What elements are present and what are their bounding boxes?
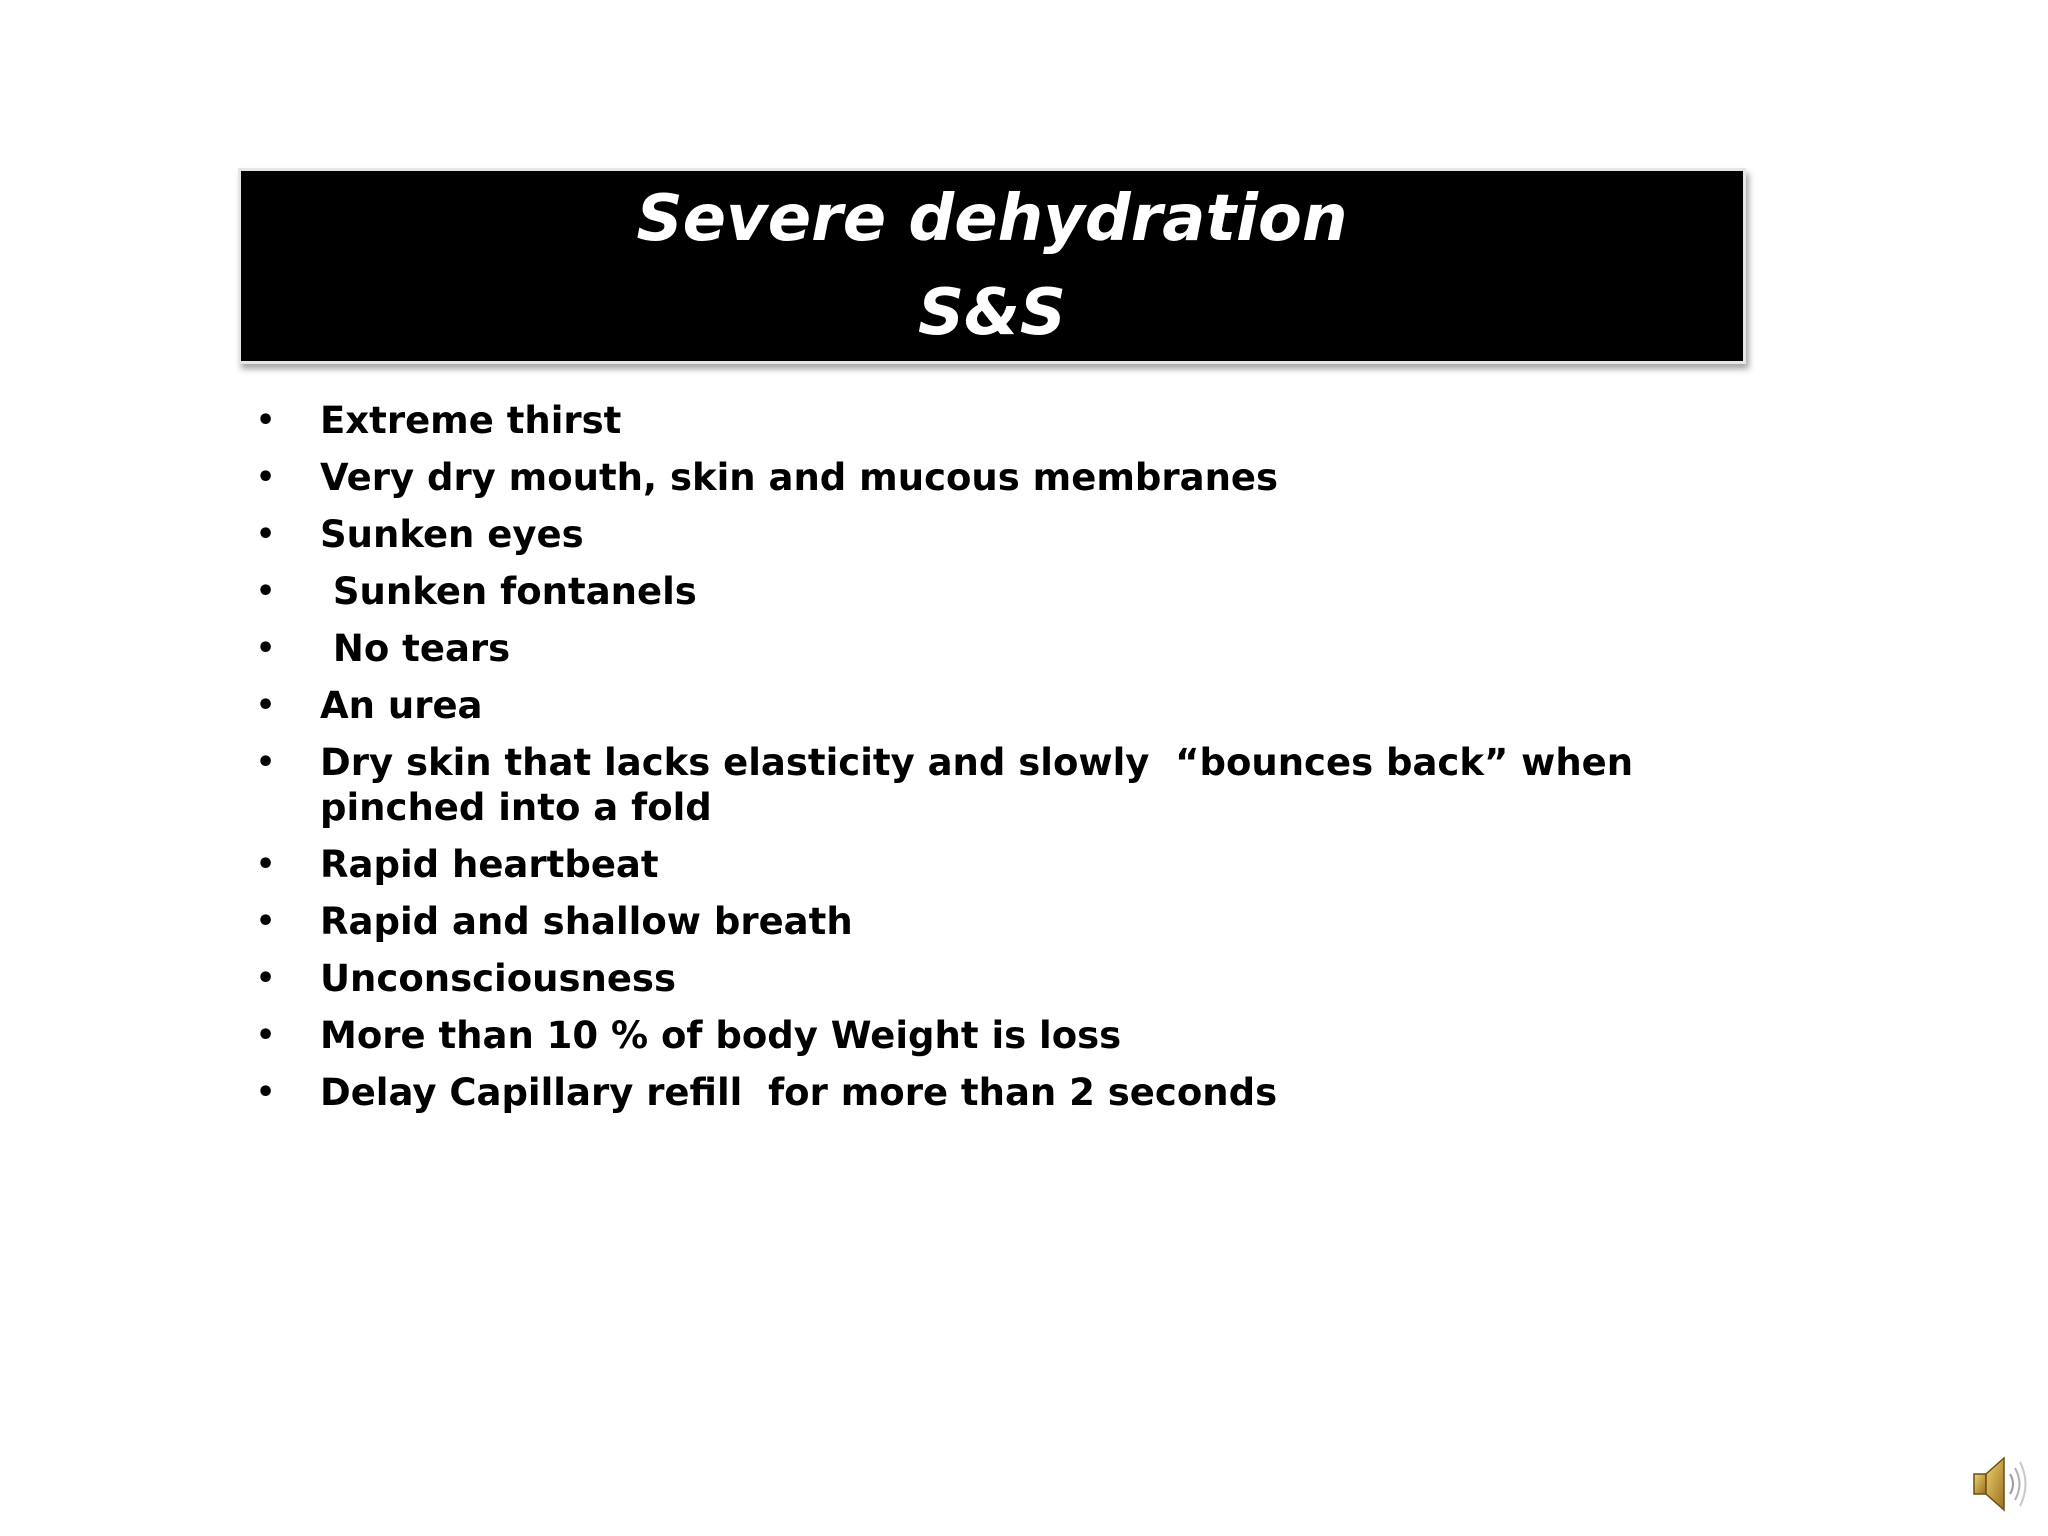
bullet-icon: • bbox=[256, 745, 276, 780]
bullet-icon: • bbox=[256, 403, 276, 438]
list-item-text: No tears bbox=[320, 627, 511, 670]
list-item bbox=[252, 740, 1702, 830]
bullet-icon: • bbox=[256, 904, 276, 939]
list-item-text: Rapid heartbeat bbox=[320, 843, 659, 886]
list-item-text: Sunken eyes bbox=[320, 513, 584, 556]
list-item-text: Unconsciousness bbox=[320, 957, 676, 1000]
list-item-text: Dry skin that lacks elasticity and slowly “bounces back” when pinched into a fold bbox=[320, 741, 1647, 829]
bullet-icon: • bbox=[256, 631, 276, 666]
list-item bbox=[252, 1013, 1702, 1058]
slide-title: Severe dehydration bbox=[636, 182, 1348, 256]
list-item bbox=[252, 683, 1702, 728]
bullet-icon: • bbox=[256, 847, 276, 882]
list-item bbox=[252, 569, 1702, 614]
list-item bbox=[252, 1070, 1702, 1115]
bullet-list bbox=[252, 398, 1702, 1127]
bullet-icon: • bbox=[256, 688, 276, 723]
bullet-icon: • bbox=[256, 1018, 276, 1053]
bullet-icon: • bbox=[256, 961, 276, 996]
list-item bbox=[252, 899, 1702, 944]
list-item bbox=[252, 842, 1702, 887]
list-item bbox=[252, 398, 1702, 443]
list-item-text: An urea bbox=[320, 684, 483, 727]
list-item-text: Sunken fontanels bbox=[320, 570, 697, 613]
list-item bbox=[252, 512, 1702, 557]
list-item bbox=[252, 626, 1702, 671]
list-item-text: Very dry mouth, skin and mucous membranes bbox=[320, 456, 1279, 499]
list-item bbox=[252, 455, 1702, 500]
list-item-text: Extreme thirst bbox=[320, 399, 622, 442]
list-item-text: Delay Capillary refill for more than 2 seconds bbox=[320, 1071, 1278, 1114]
title-box bbox=[238, 168, 1746, 364]
list-item-text: Rapid and shallow breath bbox=[320, 900, 853, 943]
bullet-icon: • bbox=[256, 460, 276, 495]
speaker-icon[interactable] bbox=[1970, 1452, 2030, 1516]
slide-subtitle: S&S bbox=[918, 276, 1066, 350]
list-item bbox=[252, 956, 1702, 1001]
bullet-icon: • bbox=[256, 574, 276, 609]
bullet-icon: • bbox=[256, 517, 276, 552]
list-item-text: More than 10 % of body Weight is loss bbox=[320, 1014, 1122, 1057]
bullet-icon: • bbox=[256, 1075, 276, 1110]
